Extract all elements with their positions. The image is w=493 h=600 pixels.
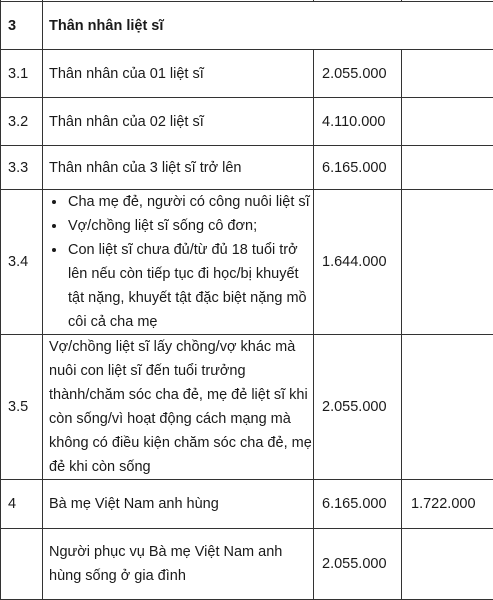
row-number: 4	[1, 480, 43, 529]
row-content: Bà mẹ Việt Nam anh hùng	[43, 480, 314, 529]
row-amount: 2.055.000	[314, 529, 402, 600]
table-row	[1, 50, 493, 98]
row-content: Người phục vụ Bà mẹ Việt Nam anh hùng sống ở gia đình	[43, 529, 314, 600]
row-number: 3.4	[1, 190, 43, 335]
table-row	[1, 98, 493, 146]
row-amount-extra	[402, 98, 493, 146]
table-row	[1, 146, 493, 190]
row-content: Thân nhân của 3 liệt sĩ trở lên	[43, 146, 314, 190]
row-number: 3.1	[1, 50, 43, 98]
row-number: 3.3	[1, 146, 43, 190]
row-amount-extra	[402, 50, 493, 98]
row-amount: 2.055.000	[314, 50, 402, 98]
row-amount-extra	[402, 335, 493, 480]
row-amount-extra: 1.722.000	[402, 480, 493, 529]
row-amount-extra	[402, 529, 493, 600]
row-amount: 6.165.000	[314, 146, 402, 190]
table-row	[1, 480, 493, 529]
list-item: • Vợ/chồng liệt sĩ sống cô đơn;	[67, 214, 313, 238]
row-number: 3.2	[1, 98, 43, 146]
row-content: Thân nhân của 02 liệt sĩ	[43, 98, 314, 146]
row-content: Thân nhân của 01 liệt sĩ	[43, 50, 314, 98]
beneficiary-list	[49, 190, 313, 334]
row-content	[43, 190, 314, 335]
row-amount: 6.165.000	[314, 480, 402, 529]
section-number: 3	[1, 2, 43, 50]
section-row	[1, 2, 493, 50]
list-item: • Cha mẹ đẻ, người có công nuôi liệt sĩ	[67, 190, 313, 214]
row-amount-extra	[402, 190, 493, 335]
row-amount: 4.110.000	[314, 98, 402, 146]
row-number: 3.5	[1, 335, 43, 480]
section-title: Thân nhân liệt sĩ	[43, 2, 493, 50]
row-content: Vợ/chồng liệt sĩ lấy chồng/vợ khác mà nuôi con liệt sĩ đến tuổi trưởng thành/chăm sóc cha đẻ, mẹ đẻ liệt sĩ khi còn sống/vì hoạt động cách mạng mà không có điều kiện chăm sóc cha đẻ, mẹ đẻ khi còn sống	[43, 335, 314, 480]
table-row	[1, 529, 493, 600]
list-item: • Con liệt sĩ chưa đủ/từ đủ 18 tuổi trở lên nếu còn tiếp tục đi học/bị khuyết tật nặng, khuyết tật đặc biệt nặng mồ côi cả cha mẹ	[67, 238, 313, 334]
row-amount: 1.644.000	[314, 190, 402, 335]
row-amount-extra	[402, 146, 493, 190]
table-row	[1, 190, 493, 335]
row-amount: 2.055.000	[314, 335, 402, 480]
table-row	[1, 335, 493, 480]
row-number	[1, 529, 43, 600]
